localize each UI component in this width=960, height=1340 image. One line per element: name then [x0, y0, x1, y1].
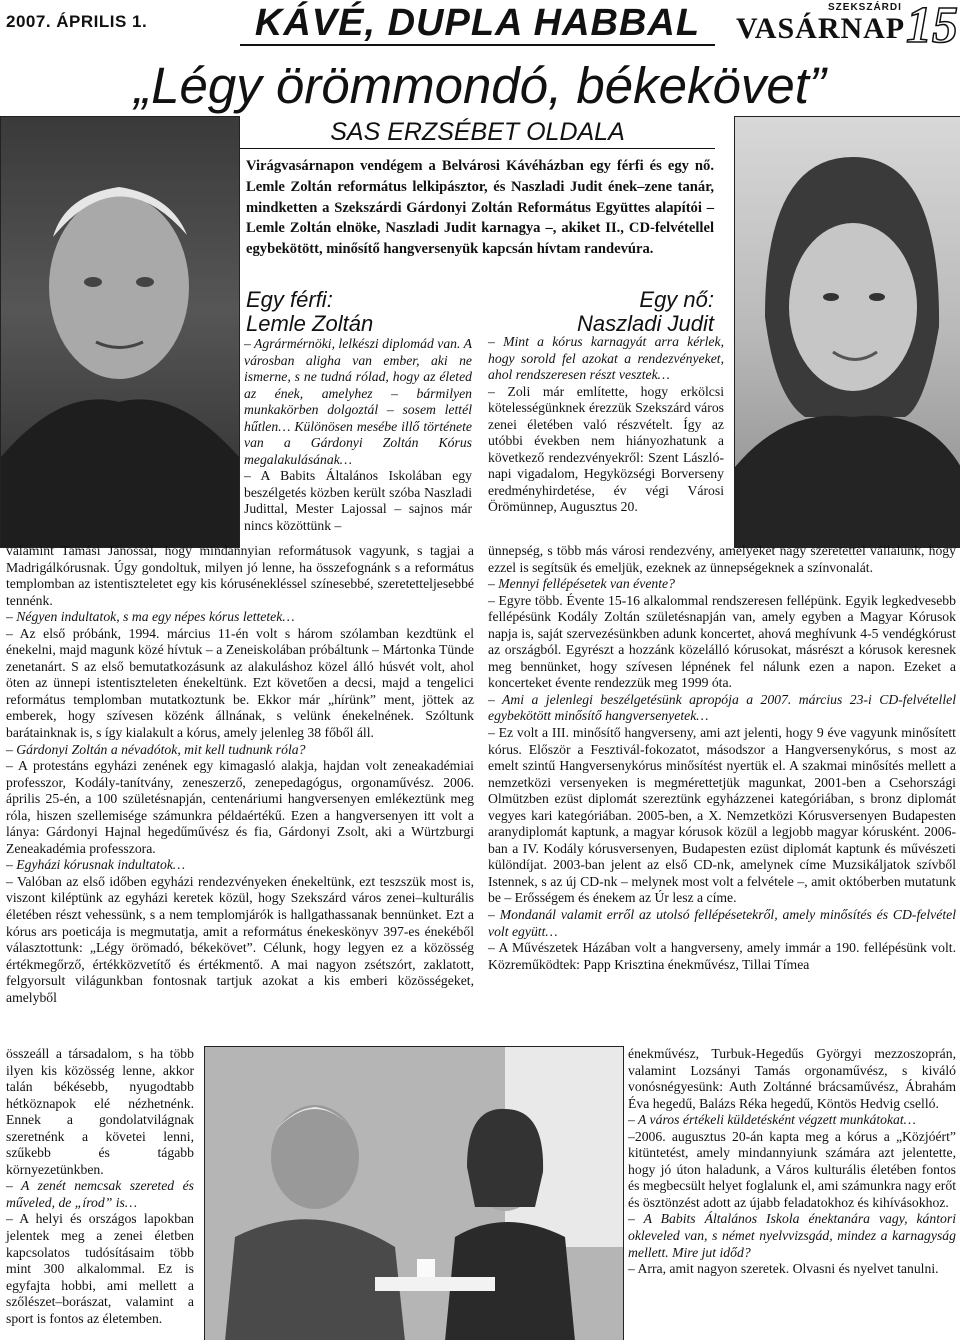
paragraph: – A Babits Általános Iskola énektanára vagy, kántori okleveled van, s német nyelvvizsgád, mindez a karnagyság mellett. Mire jut időd?: [628, 1211, 956, 1260]
masthead-small: SZEKSZÁRDI: [828, 2, 902, 13]
female-interviewee-heading: [577, 288, 714, 336]
paragraph: – A Művészetek Házában volt a hangverseny, amely immár a 190. fellépésünk volt. Közreműködtek: Papp Krisztina énekművész, Tillai Tímea: [488, 940, 956, 972]
paragraph: – A Babits Általános Iskolában egy beszélgetés közben került szóba Naszladi Judittal, Mester Lajossal – sajnos már nincs közöttünk –: [244, 468, 472, 534]
male-heading-line2: Lemle Zoltán: [246, 311, 374, 336]
paragraph: – A zenét nemcsak szereted és műveled, de „írod” is…: [6, 1178, 194, 1210]
paragraph: – Agrármérnöki, lelkészi diplomád van. A városban aligha van ember, aki ne ismerne, s ne tudná rólad, hogy az életed az ének, amelyhez – bármilyen munkakörben dolgoztál – sosem lettél hűtlen… Különösen mesébe illő története van a Gárdonyi Zoltán Kórus megalakulásának…: [244, 336, 472, 467]
right-narrow-column: [488, 334, 724, 516]
portrait-woman-photo: [734, 116, 960, 548]
paragraph: – Gárdonyi Zoltán a névadótok, mit kell tudnunk róla?: [6, 741, 306, 757]
left-bottom-column: [6, 1046, 194, 1327]
paragraph: valamint Tamási Jánossal, hogy mindannyian reformátusok vagyunk, s tagjai a Madrigálkórusnak. Úgy gondoltuk, milyen jó lenne, ha összefognánk s a református templomban az istentiszteletet egy kis kórusénekléssel színesebbé, szeretetteljesebbé tennénk.: [6, 543, 474, 608]
issue-date: 2007. ÁPRILIS 1.: [6, 12, 148, 31]
page-number: 15: [906, 0, 958, 54]
right-wide-column: [488, 543, 956, 973]
paragraph: – Egyre több. Évente 15-16 alkalommal rendszeresen fellépünk. Egyik legkedvesebb fellépésünk Kodály Zoltán születésnapján van, amely egyben a Magyar Kórusok napja is, saját szervezésünkben adunk koncertet, ahová meghívunk 4-5 vendégkórust az országból. Egyrészt a hozzánk közelálló kórusokat, másrészt a kórusok keresnek meg bennünket, hogy szívesen lépnének fel nálunk ezen a napon. Ezeket a koncerteket évente rendezzük meg 1999 óta.: [488, 592, 956, 691]
masthead-logo: VASÁRNAP: [736, 12, 906, 45]
cafe-couple-photo: [204, 1046, 624, 1340]
paragraph: – Négyen indultatok, s ma egy népes kórus lettetek…: [6, 609, 295, 625]
paragraph: összeáll a társadalom, s ha több ilyen kis közösség lenne, akkor talán békésebb, nyugodtabb hétköznapok elé nézhetnénk. Ennek a gondolatvilágnak szeretnénk a követei lenni, szűkebb és tágabb környezetünkben.: [6, 1046, 194, 1177]
paragraph: – A helyi és országos lapokban jelentek meg a zenei életben kapcsolatos tudósításaim több mint 300 alkalommal. Ez is egyfajta hobbi, ami mellett a szőlészet–borászat, valamint a sport is fontos az életemben.: [6, 1211, 194, 1326]
article-lead: Virágvasárnapon vendégem a Belvárosi Kávéházban egy férfi és egy nő. Lemle Zoltán református lelkipásztor, és Naszladi Judit ének–zene tanár, mindketten a Szekszárdi Gárdonyi Zoltán Református Együttes alapítói – Lemle Zoltán elnöke, Naszladi Judit karnagya –, akiket II., CD-felvétellel egybekötött, minősítő hangversenyük kapcsán hívtam randevúra.: [246, 158, 714, 258]
byline-rule: [240, 148, 715, 149]
left-narrow-column: [244, 336, 472, 535]
left-wide-column: [6, 543, 474, 1006]
article-byline: SAS ERZSÉBET OLDALA: [330, 118, 625, 146]
paragraph: – Valóban az első időben egyházi rendezvényeken énekeltünk, ezt teszszük most is, viszont kiléptünk az egyházi keretek közül, hogy Szekszárd város zenei–kulturális életében részt vehessünk, s a nem templomjárók is hallgathassanak bennünket. Ezt a kórus ars poeticája is megmutatja, amit a református énekeskönyv 397-es énekéből választottunk: „Légy örömadó, békekövet”. Célunk, hogy legyen ez a közösség értékmegőrző, értékközvetítő és értékmentő. A mai nagyon zsétszórt, zaklatott, felgyorsult világunkban fontosnak tartjuk azokat a kis emberi közösségeket, amelyből: [6, 873, 474, 1005]
right-bottom-column: [628, 1046, 956, 1278]
paragraph: – Ami a jelenlegi beszélgetésünk apropója a 2007. március 23-i CD-felvétellel egybekötött minősítő hangversenyetek…: [488, 691, 956, 724]
paragraph: énekművész, Turbuk-Hegedűs Györgyi mezzoszoprán, valamint Lozsányi Tamás orgonaművész, s kiváló vonósnégyesünk: Auth Zoltánné brácsaművész, Ábrahám Éva hegedű, Balázs Réka hegedű, Köntös Hedvig cselló.: [628, 1046, 956, 1111]
paragraph: – Egyházi kórusnak indultatok…: [6, 857, 186, 873]
portrait-woman-graphic: [735, 117, 960, 547]
paragraph: – Az első próbánk, 1994. március 11-én volt s három szólamban kezdtünk el énekelni, majd magunk közé hívtuk – a Zeneiskolában próbáltunk – Mártonka Tünde zenetanárt. S az első bemutatkozásunk az alakuláshoz közel álló húsvét volt, ahol öten az ünnepi istentiszteleten énekeltünk. Ezt követően a decsi, majd a tengelici református templomban mutatkoztunk be. Ekkor már „hírünk” ment, jöttek az emberek, hogy szívesen közénk állnának, s velünk énekelnének. Szóltunk barátainknak is, s így kialakult a kórus, amely jelenleg 38 főből áll.: [6, 625, 474, 741]
section-title: KÁVÉ, DUPLA HABBAL: [254, 2, 701, 44]
paragraph: – Mennyi fellépésetek van évente?: [488, 576, 675, 592]
male-interviewee-heading: [246, 288, 373, 336]
paragraph: – Mint a kórus karnagyát arra kérlek, hogy sorold fel azokat a rendezvényeket, ahol rendszeresen részt vesztek…: [488, 334, 724, 383]
female-heading-line2: Naszladi Judit: [577, 311, 714, 336]
article-headline: „Légy örömmondó, békekövet”: [134, 57, 826, 114]
paragraph: – Zoli már említette, hogy erkölcsi kötelességünknek érezzük Szekszárd város zenei életében való részvételt. Így az utóbbi években nem hiányozhatunk a következő rendezvényekről: Szent László-napi vigadalom, Hegyközségi Borverseny eredményhirdetése, év végi Városi Örömünnep, Augusztus 20.: [488, 383, 724, 515]
male-heading-line1: Egy férfi:: [246, 287, 333, 312]
paragraph: –2006. augusztus 20-án kapta meg a kórus a „Közjóért” kitüntetést, amely mindannyiunk számára azt jelentette, hogy jó úton haladunk, a Város kulturális életében fontos és megbecsült helyet foglalunk el, ami számunkra nagy erőt és ösztönzést adott az újabb feladatokhoz és kihívásokhoz.: [628, 1128, 957, 1210]
paragraph: – A protestáns egyházi zenének egy kimagasló alakja, hajdan volt zeneakadémiai professzor, Kodály-tanítvány, zeneszerző, zenepedagógus, orgonaművész. 2006. április 25-én, a 100 születésnapján, centenáriumi hangversenyen emlékeztünk meg róla, hiszen szellemisége számunkra példaértékű. Ezen a hangversenyen itt volt a lánya: Gárdonyi Hajnal hegedűművész és fia, Gárdonyi Zsolt, aki a Würtzburgi Zeneakadémia professzora.: [6, 758, 474, 856]
paragraph: – Ez volt a III. minősítő hangverseny, ami azt jelenti, hogy 9 éve vagyunk minősített kórus. Először a Fesztivál-fokozatot, másodszor a Hangversenykórus, s most az emelt szintű Hangversenykórus minősítést nyertük el. A szakmai minősítés mellett a nemzetközi versenyeken is megmérettetjük magunkat, 2001-ben a Csehországi Olmützben ezüst diplomát szereztünk egyházzenei kategóriában, s bronz diplomát vegyes kari kategóriában. 2005-ben, a X. Nemzetközi Kórusversenyen Budapesten aranydiplomát kaptunk, a magyar kórusok közül a legjobb magyar kórusként. 2006-ban a IV. Kodály kórusversenyen, Budapesten ezüst diplomát kaptunk és művészeti különdíjat. 2003-ban jelent az első CD-nk, amelynek címe Muzsikáljatok szívből Istennek, s az új CD-nk – melynek most volt a felvétele –, amit októberben mutatunk be – Erősségem és énekem az Úr lesz a címe.: [488, 725, 956, 906]
cafe-couple-graphic: [205, 1047, 623, 1340]
paragraph: – Arra, amit nagyon szeretek. Olvasni és nyelvet tanulni.: [628, 1261, 939, 1277]
portrait-man-graphic: [1, 117, 239, 547]
paragraph: ünnepség, s több más városi rendezvény, amelyeket nagy szeretettel vállalunk, hogy ezzel is segítsük és emeljük, ezeknek az ünnepségeknek a színvonalát.: [488, 543, 956, 575]
female-heading-line1: Egy nő:: [639, 287, 714, 312]
paragraph: – Mondanál valamit erről az utolsó fellépésetekről, amely minősítés és CD-felvétel volt együtt…: [488, 907, 956, 939]
portrait-man-photo: [0, 116, 240, 548]
header-rule: [240, 44, 715, 46]
paragraph: – A város értékeli küldetésként végzett munkátokat…: [628, 1112, 916, 1128]
